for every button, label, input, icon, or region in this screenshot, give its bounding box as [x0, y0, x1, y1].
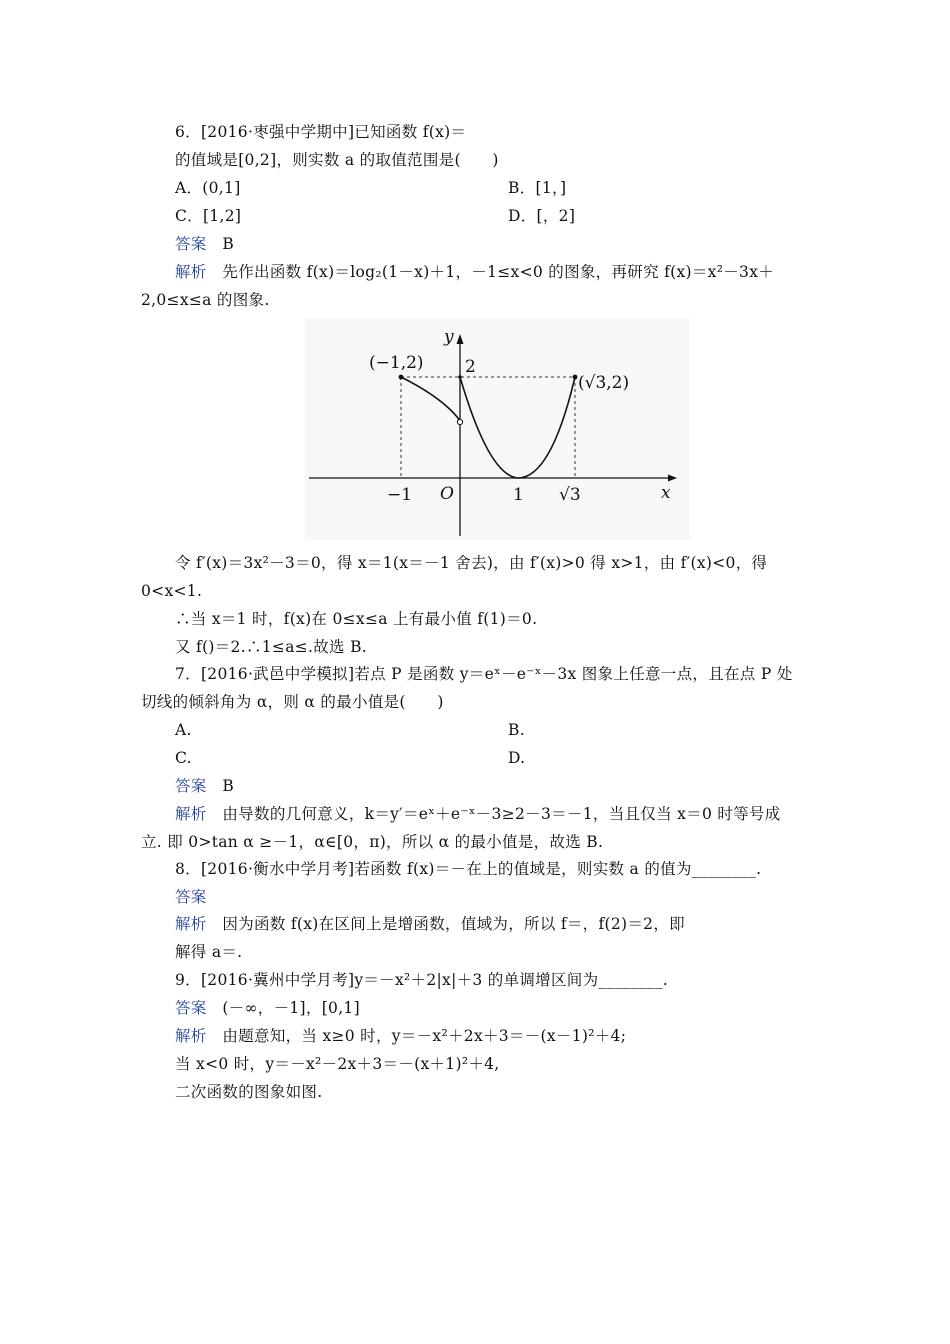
p7-answer-row: [175, 776, 234, 796]
analysis-text: 先作出函数 f(x)＝log₂(1－x)＋1，－1≤x<0 的图象，再研究 f(x)＝x²－3x＋: [222, 263, 775, 281]
function-graph-figure: [305, 318, 690, 540]
point-neg1-2: [399, 375, 404, 380]
p6-analysis-line-5: ∴当 x＝1 时，f(x)在 0≤x≤a 上有最小值 f(1)＝0.: [175, 610, 538, 628]
analysis-label: 解析: [175, 1027, 207, 1045]
log-branch-curve: [401, 377, 460, 422]
answer-value: (－∞，－1]，[0,1]: [222, 999, 360, 1017]
point-0-2: [458, 375, 462, 379]
point-left-label: (−1,2): [369, 353, 424, 373]
origin-label: O: [440, 484, 454, 504]
answer-label: 答案: [175, 999, 207, 1017]
p6-analysis-line-6: 又 f()＝2.∴1≤a≤.故选 B.: [175, 638, 367, 656]
p6-option-d: D．[，2]: [508, 207, 576, 225]
open-point-0-1: [457, 419, 462, 424]
p9-answer-row: [175, 998, 360, 1018]
p9-analysis-line-3: 二次函数的图象如图.: [175, 1083, 323, 1101]
parabola-branch-curve: [460, 377, 575, 478]
p6-analysis-line-4: 0<x<1.: [141, 582, 203, 600]
p6-analysis-line-3: 令 f′(x)＝3x²－3＝0，得 x＝1(x＝－1 舍去)，由 f′(x)>0 得 x>1，由 f′(x)<0，得: [175, 554, 768, 572]
p8-answer-row: [175, 887, 207, 907]
p6-answer-row: [175, 234, 234, 254]
p7-question-line-2: 切线的倾斜角为 α，则 α 的最小值是( ): [141, 693, 444, 711]
y-tick-2: 2: [465, 357, 476, 377]
x-tick-neg1: −1: [387, 485, 413, 505]
p7-option-a: A.: [175, 721, 192, 739]
p6-analysis-line-2: 2,0≤x≤a 的图象.: [141, 291, 270, 309]
y-axis-label: y: [444, 327, 454, 347]
y-axis-arrow-icon: [457, 334, 464, 344]
p6-option-b: B．[1，]: [508, 179, 567, 197]
p7-analysis-line-2: 立. 即 0>tan α ≥－1，α∈[0，π)，所以 α 的最小值是，故选 B.: [141, 833, 604, 851]
analysis-text: 由导数的几何意义，k＝y′＝eˣ＋e⁻ˣ－3≥2－3＝－1，当且仅当 x＝0 时等号成: [222, 805, 781, 823]
answer-label: 答案: [175, 888, 207, 906]
point-sqrt3-2: [573, 375, 578, 380]
p7-option-b: B.: [508, 721, 525, 739]
analysis-label: 解析: [175, 915, 207, 933]
p8-analysis-line-1: [175, 914, 685, 934]
answer-value: B: [222, 235, 235, 253]
analysis-label: 解析: [175, 805, 207, 823]
p7-question-line-1: 7．[2016·武邑中学模拟]若点 P 是函数 y＝eˣ－e⁻ˣ－3x 图象上任意一点，且在点 P 处: [175, 665, 793, 683]
analysis-text: 由题意知，当 x≥0 时，y＝－x²＋2x＋3＝－(x－1)²＋4;: [222, 1027, 627, 1045]
p9-analysis-line-1: [175, 1026, 626, 1046]
p9-analysis-line-2: 当 x<0 时，y＝－x²－2x＋3＝－(x＋1)²＋4,: [175, 1055, 500, 1073]
x-tick-sqrt3: √3: [559, 485, 581, 505]
p8-question-line-1: 8．[2016·衡水中学月考]若函数 f(x)＝－在上的值域是，则实数 a 的值为________.: [175, 860, 762, 878]
p6-question-line-2: 的值域是[0,2]，则实数 a 的取值范围是( ): [175, 151, 499, 169]
p6-question-line-1: 6．[2016·枣强中学期中]已知函数 f(x)＝: [175, 123, 467, 141]
analysis-text: 因为函数 f(x)在区间上是增函数，值域为，所以 f＝，f(2)＝2，即: [222, 915, 685, 933]
analysis-label: 解析: [175, 263, 207, 281]
p6-option-a: A．(0,1]: [175, 179, 241, 197]
p6-analysis-line-1: [175, 262, 774, 282]
p9-question-line-1: 9．[2016·冀州中学月考]y＝－x²＋2|x|＋3 的单调增区间为________.: [175, 971, 669, 989]
p7-option-c: C.: [175, 749, 192, 767]
point-right-label: (√3,2): [578, 373, 630, 393]
x-tick-1: 1: [513, 485, 524, 505]
x-axis-label: x: [661, 483, 671, 503]
p7-option-d: D.: [508, 749, 526, 767]
p8-analysis-line-2: 解得 a＝.: [175, 943, 243, 961]
p6-option-c: C．[1,2]: [175, 207, 242, 225]
answer-label: 答案: [175, 777, 207, 795]
answer-label: 答案: [175, 235, 207, 253]
p7-analysis-line-1: [175, 804, 781, 824]
x-axis-arrow-icon: [668, 475, 677, 482]
answer-value: B: [222, 777, 235, 795]
